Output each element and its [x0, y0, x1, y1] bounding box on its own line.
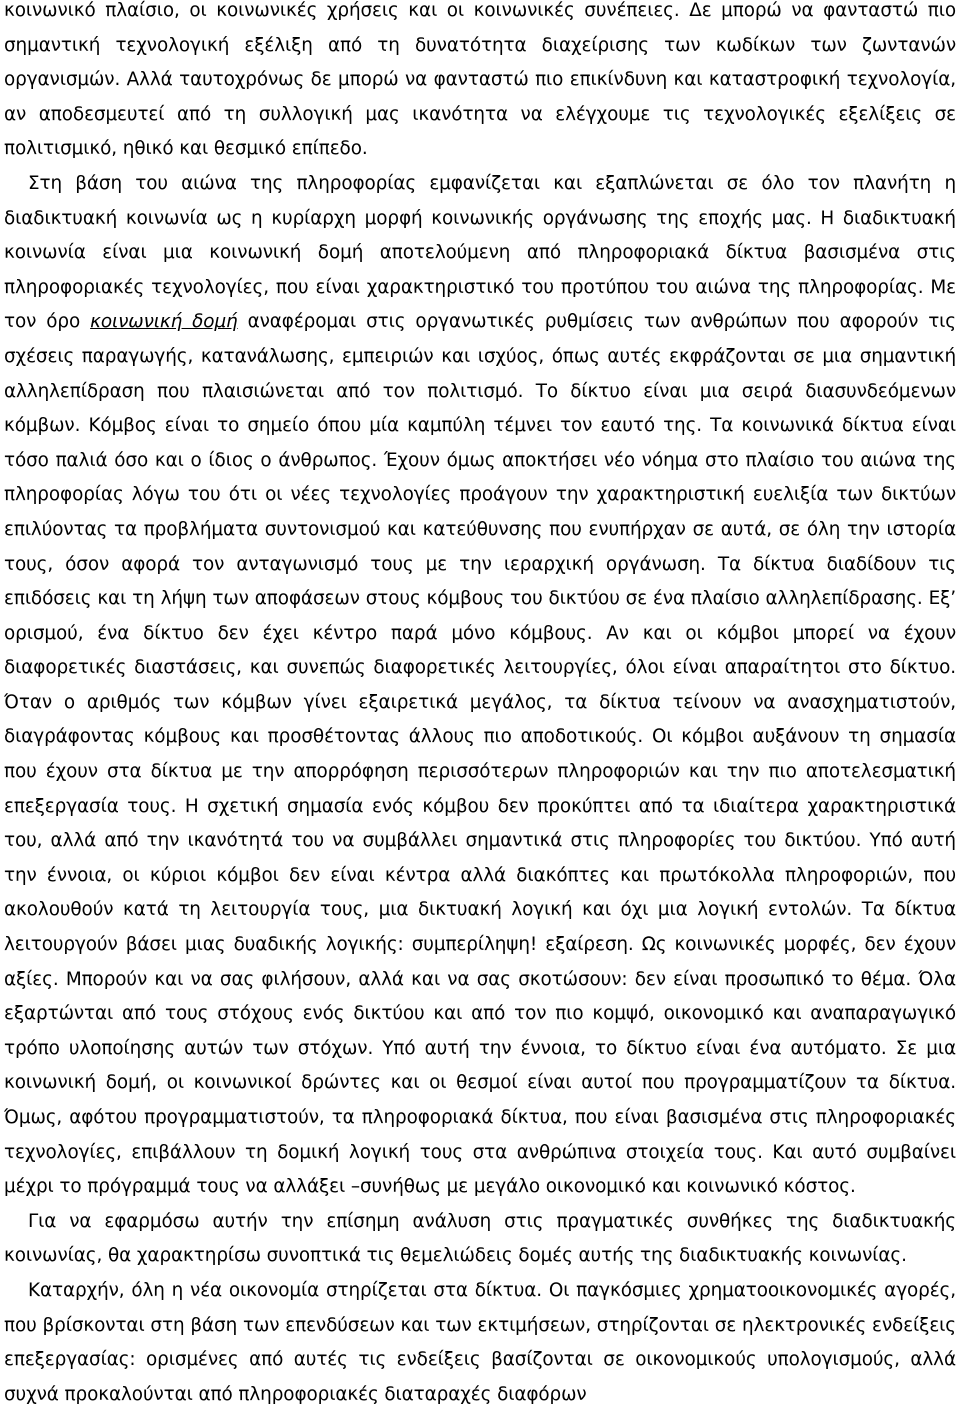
- paragraph-1: κοινωνικό πλαίσιο, οι κοινωνικές χρήσεις και οι κοινωνικές συνέπειες. Δε μπορώ να φανταστώ πιο σημαντική τεχνολογική εξέλιξη από τη δυνατότητα διαχείρισης των κωδίκων των ζωντανών οργανισμών. Αλλά ταυτοχρόνως δε μπορώ να φανταστώ πιο επικίνδυνη και καταστροφική τεχνολογία, αν αποδεσμευτεί από τη συλλογική μας ικανότητα να ελέγχουμε τις τεχνολογικές εξελίξεις σε πολιτισμικό, ηθικό και θεσμικό επίπεδο.: [4, 0, 956, 160]
- paragraph-3: Για να εφαρμόσω αυτήν την επίσημη ανάλυση στις πραγματικές συνθήκες της διαδικτυακής κοινωνίας, θα χαρακτηρίσω συνοπτικά τις θεμελιώδεις δομές αυτής της διαδικτυακής κοινωνίας.: [4, 1210, 956, 1267]
- paragraph-2: [4, 167, 956, 1205]
- paragraph-4: Καταρχήν, όλη η νέα οικονομία στηρίζεται στα δίκτυα. Οι παγκόσμιες χρηματοοικονομικές αγορές, που βρίσκονται στη βάση των επενδύσεων και των εκτιμήσεων, στηρίζονται σε ηλεκτρονικές ενδείξεις επεξεργασίας: ορισμένες από αυτές τις ενδείξεις βασίζονται σε οικονομικούς υπολογισμούς, αλλά συχνά προκαλούνται από πληροφοριακές διαταραχές διαφόρων: [4, 1279, 956, 1405]
- paragraph-2-text-b: αναφέρομαι στις οργανωτικές ρυθμίσεις των ανθρώπων που αφορούν τις σχέσεις παραγωγής, κατανάλωσης, εμπειριών και ισχύος, όπως αυτές εκφράζονται σε μια σημαντική αλληλεπίδραση που πλαισιώνεται από τον πολιτισμό. Το δίκτυο είναι μια σειρά διασυνδεόμενων κόμβων. Κόμβος είναι το σημείο όπου μία καμπύλη τέμνει τον εαυτό της. Τα κοινωνικά δίκτυα είναι τόσο παλιά όσο και ο ίδιος ο άνθρωπος. Έχουν όμως αποκτήσει νέο νόημα στο πλαίσιο του αιώνα της πληροφορίας λόγω του ότι οι νέες τεχνολογίες προάγουν την χαρακτηριστική ευελιξία των δικτύων επιλύοντας τα προβλήματα συντονισμού και κατεύθυνσης που ενυπήρχαν σε αυτά, σε όλη την ιστορία τους, όσον αφορά τον ανταγωνισμό τους με την ιεραρχική οργάνωση. Τα δίκτυα διαδίδουν τις επιδόσεις και τη λήψη των αποφάσεων στους κόμβους του δικτύου σε ένα πλαίσιο αλληλεπίδρασης. Εξ’ ορισμού, ένα δίκτυο δεν έχει κέντρο παρά μόνο κόμβους. Αν και οι κόμβοι μπορεί να έχουν διαφορετικές διαστάσεις, και συνεπώς διαφορετικές λειτουργίες, όλοι είναι απαραίτητοι στο δίκτυο. Όταν ο αριθμός των κόμβων γίνει εξαιρετικά μεγάλος, τα δίκτυα τείνουν να ανασχηματιστούν, διαγράφοντας κόμβους και προσθέτοντας άλλους πιο αποδοτικούς. Οι κόμβοι αυξάνουν τη σημασία που έχουν στα δίκτυα με την απορρόφηση περισσότερων πληροφοριών και την πιο αποτελεσματική επεξεργασία τους. Η σχετική σημασία ενός κόμβου δεν προκύπτει από τα ιδιαίτερα χαρακτηριστικά του, αλλά από την ικανότητά του να συμβάλλει σημαντικά στις πληροφορίες του δικτύου. Υπό αυτή την έννοια, οι κύριοι κόμβοι δεν είναι κέντρα αλλά διακόπτες και πρωτόκολλα πληροφοριών, που ακολουθούν κατά τη λειτουργία τους, μια δικτυακή λογική και όχι μια λογική εντολών. Τα δίκτυα λειτουργούν βάσει μιας δυαδικής λογικής: συμπερίληψη! εξαίρεση. Ως κοινωνικές μορφές, δεν έχουν αξίες. Μπορούν και να σας φιλήσουν, αλλά και να σας σκοτώσουν: δεν είναι προσωπικό το θέμα. Όλα εξαρτώνται από τους στόχους ενός δικτύου και από τον πιο κομψό, οικονομικό και αναπαραγωγικό τρόπο υλοποίησης αυτών των στόχων. Υπό αυτή την έννοια, το δίκτυο είναι ένα αυτόματο. Σε μια κοινωνική δομή, οι κοινωνικοί δρώντες και οι θεσμοί είναι αυτοί που προγραμματίζουν τα δίκτυα. Όμως, αφότου προγραμματιστούν, τα πληροφοριακά δίκτυα, που είναι βασισμένα στις πληροφοριακές τεχνολογίες, επιβάλλουν τη δομική λογική τους στα ανθρώπινα στοιχεία τους. Και αυτό συμβαίνει μέχρι το πρόγραμμά τους να αλλάξει –συνήθως με μεγάλο οικονομικό και κοινωνικό κόστος.: [4, 311, 956, 1198]
- paragraph-2-text-a: Στη βάση του αιώνα της πληροφορίας εμφανίζεται και εξαπλώνεται σε όλο τον πλανήτη η διαδικτυακή κοινωνία ως η κυρίαρχη μορφή κοινωνικής οργάνωσης της εποχής μας. Η διαδικτυακή κοινωνία είναι μια κοινωνική δομή αποτελούμενη από πληροφοριακά δίκτυα βασισμένα στις πληροφοριακές τεχνολογίες, που είναι χαρακτηριστικό του προτύπου του αιώνα της πληροφορίας. Με τον όρο: [4, 172, 956, 333]
- social-structure-term: κοινωνική δομή: [90, 311, 238, 333]
